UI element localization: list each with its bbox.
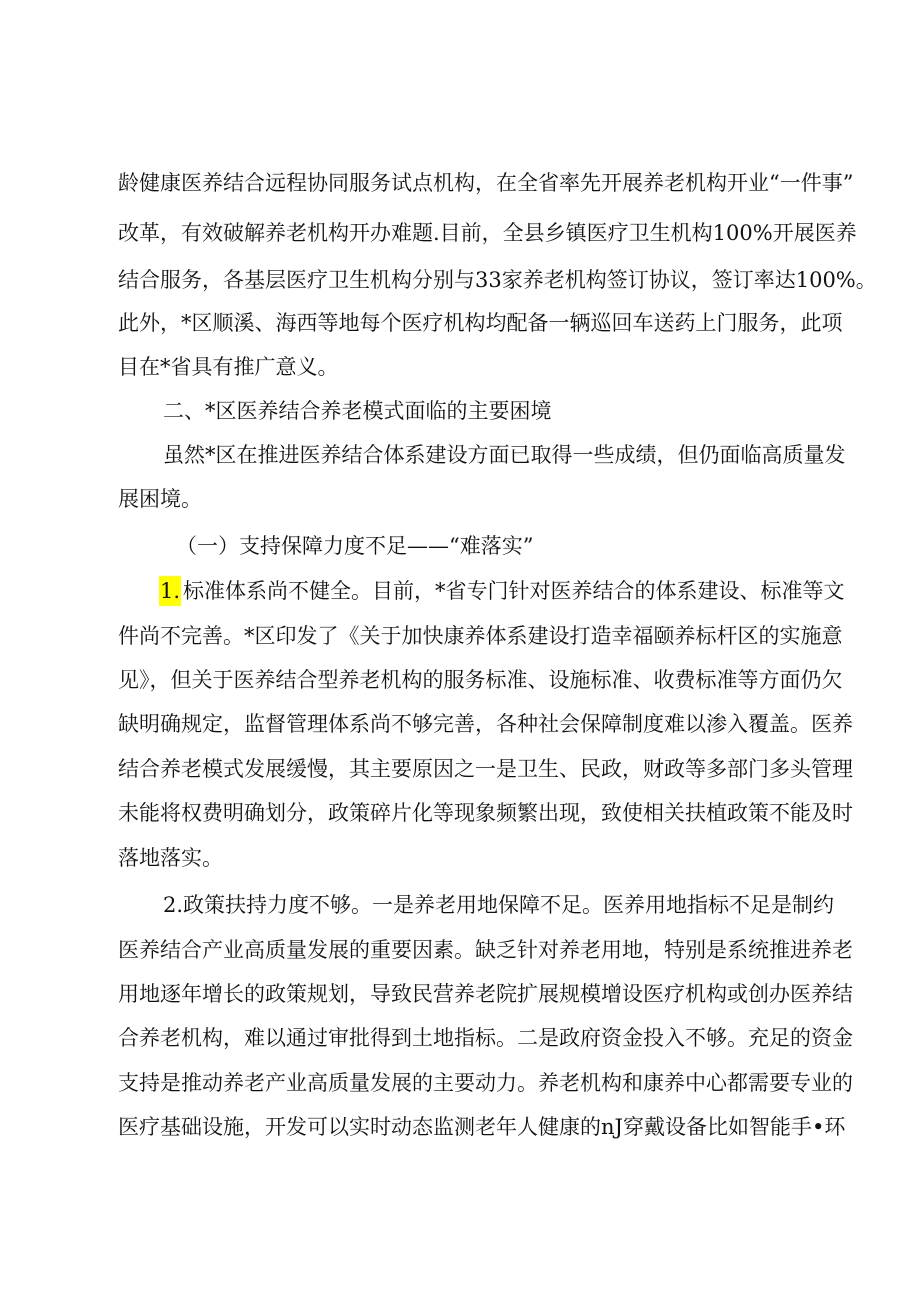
list-number-highlight: 1. bbox=[159, 576, 181, 606]
paragraph-line: 支持是推动养老产业高质量发展的主要动力。养老机构和康养中心都需要专业的 bbox=[118, 1071, 853, 1095]
paragraph-line: 目在*省具有推广意义。 bbox=[118, 355, 339, 379]
paragraph-line: 未能将权费明确划分，政策碎片化等现象频繁出现，致使相关扶植政策不能及时 bbox=[118, 801, 853, 825]
paragraph-line: 医疗基础设施，开发可以实时动态监测老年人健康的nJ穿戴设备比如智能手•环 bbox=[118, 1115, 846, 1139]
paragraph-line: 2.政策扶持力度不够。一是养老用地保障不足。医养用地指标不足是制约 bbox=[163, 893, 835, 917]
paragraph-line: 标准体系尚不健全。目前，*省专门针对医养结合的体系建设、标准等文 bbox=[183, 579, 845, 603]
paragraph-line: 龄健康医养结合远程协同服务试点机构，在全省率先开展养老机构开业“一件事” bbox=[118, 171, 854, 195]
paragraph-line: 用地逐年增长的政策规划，导致民营养老院扩展规模增设医疗机构或创办医养结 bbox=[118, 982, 853, 1006]
paragraph-line: 见》，但关于医养结合型养老机构的服务标准、设施标准、收费标准等方面仍欠 bbox=[118, 668, 843, 692]
paragraph-line: 改革，有效破解养老机构开办难题.目前，全县乡镇医疗卫生机构100%开展医养 bbox=[118, 221, 857, 245]
paragraph-line: 结合服务，各基层医疗卫生机构分别与33家养老机构签订协议，签订率达100%。 bbox=[118, 268, 877, 292]
paragraph-line: 虽然*区在推进医养结合体系建设方面已取得一些成绩，但仍面临高质量发 bbox=[163, 443, 846, 467]
subsection-heading: （一）支持保障力度不足——“难落实” bbox=[176, 534, 534, 558]
paragraph-line: 落地落实。 bbox=[118, 846, 223, 870]
paragraph-line: 缺明确规定，监督管理体系尚不够完善，各种社会保障制度难以渗入覆盖。医养 bbox=[118, 712, 853, 736]
paragraph-line: 医养结合产业高质量发展的重要因素。缺乏针对养老用地，特别是系统推进养老 bbox=[118, 938, 853, 962]
section-heading: 二、*区医养结合养老模式面临的主要困境 bbox=[163, 399, 552, 423]
paragraph-line: 件尚不完善。*区印发了《关于加快康养体系建设打造幸福颐养标杆区的实施意 bbox=[118, 624, 843, 648]
paragraph-line: 此外，*区顺溪、海西等地每个医疗机构均配备一辆巡回车送药上门服务，此项 bbox=[118, 311, 843, 335]
paragraph-line: 结合养老模式发展缓慢，其主要原因之一是卫生、民政，财政等多部门多头管理 bbox=[118, 757, 853, 781]
paragraph-line bbox=[159, 576, 181, 606]
paragraph-line: 展困境。 bbox=[118, 487, 202, 511]
paragraph-line: 合养老机构，难以通过审批得到土地指标。二是政府资金投入不够。充足的资金 bbox=[118, 1026, 853, 1050]
